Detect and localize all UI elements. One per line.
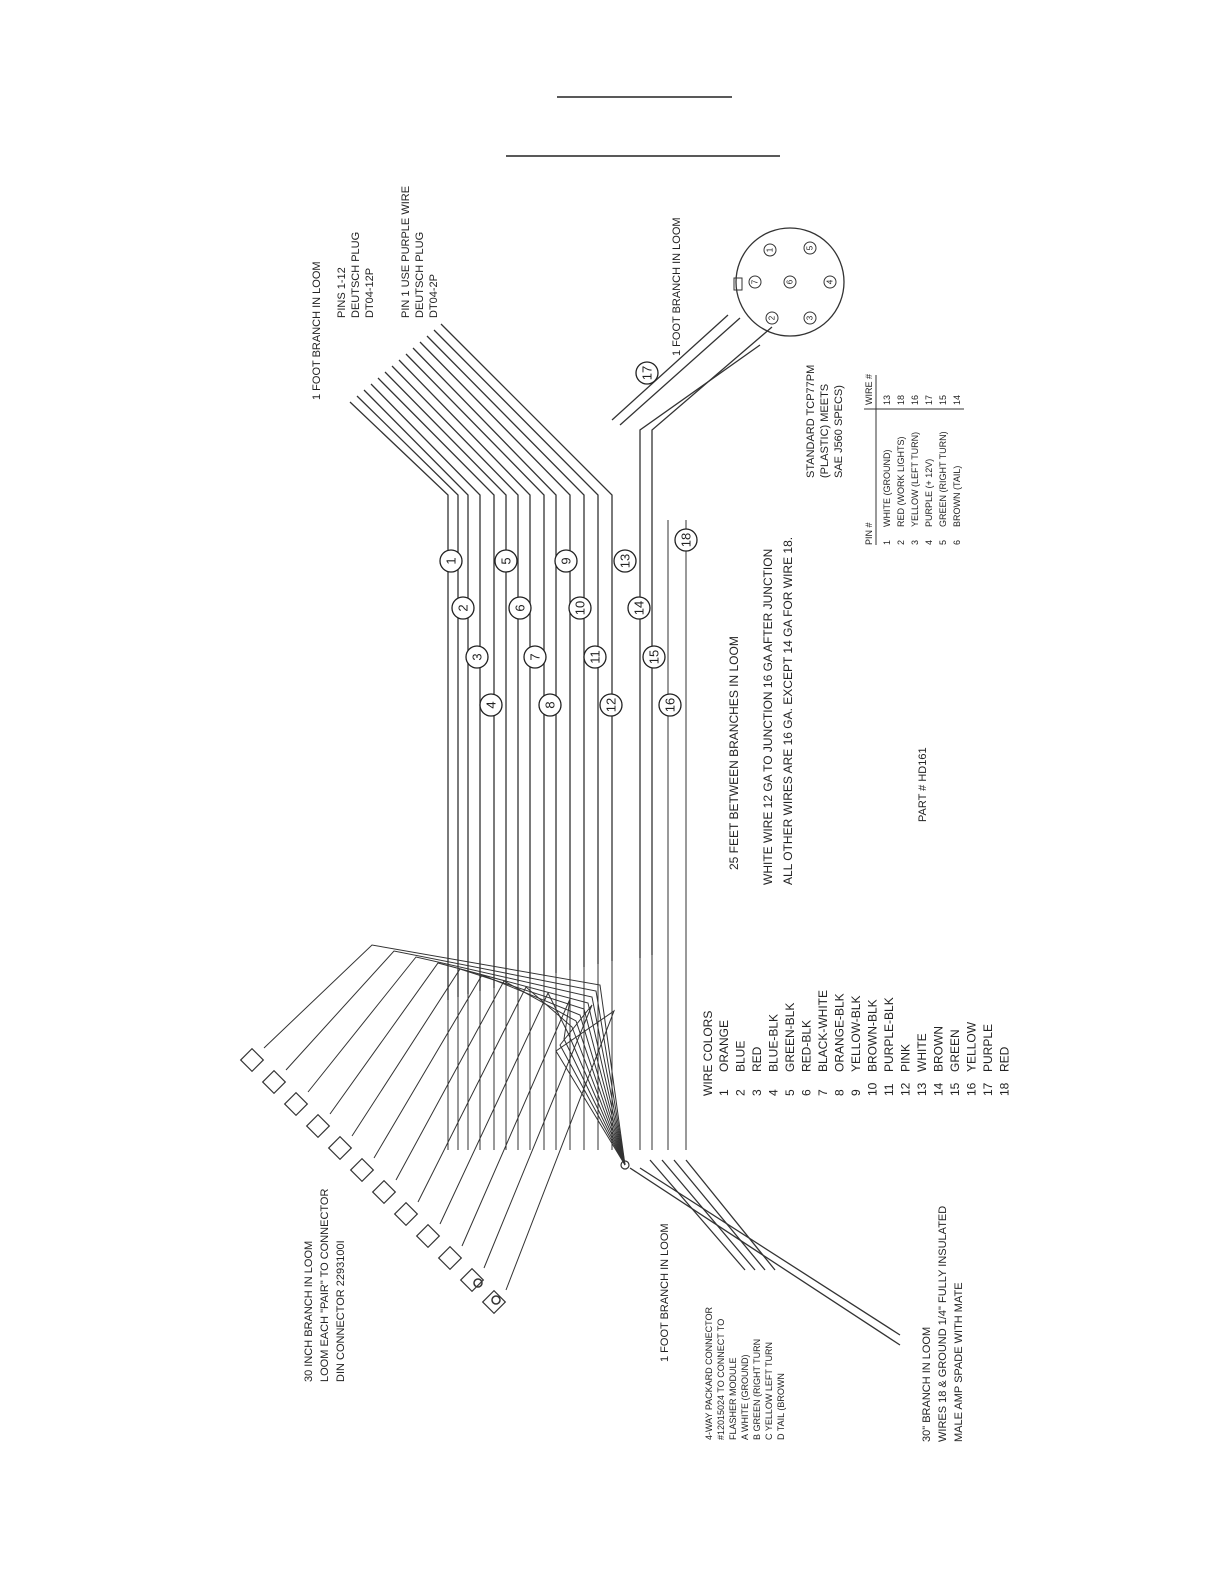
wire-number-text: 7: [527, 653, 543, 661]
wire-color-name: BROWN: [931, 1026, 946, 1072]
wire-number-text: 1: [443, 557, 459, 565]
wire-color-name: ORANGE-BLK: [832, 993, 847, 1072]
wire-number-text: 2: [455, 604, 471, 612]
wire-number-text: 15: [646, 649, 662, 665]
wire-line: [392, 366, 518, 870]
din-connector: [285, 1093, 308, 1116]
wire-color-number: 8: [832, 1089, 847, 1096]
wire-line: [612, 315, 728, 420]
packard-note-line: #12015024 TO CONNECT TO: [716, 1318, 726, 1440]
plug-pin-number: 1: [765, 247, 775, 253]
pin-table-cell: RED (WORK LIGHTS): [896, 436, 906, 527]
wire-number: [659, 694, 681, 716]
pin-table-cell: 13: [882, 394, 892, 405]
pin-table: [864, 374, 964, 545]
wire-color-number: 15: [948, 1082, 962, 1096]
plug-spec-line2: (PLASTIC) MEETS: [819, 383, 831, 478]
wire-number: [539, 694, 561, 716]
din-connector: [241, 1049, 264, 1072]
wire-number: [524, 646, 546, 668]
plug-pin-number: 7: [750, 279, 760, 285]
wire-number-text: 16: [662, 697, 678, 713]
ring-terminal: [492, 1296, 500, 1304]
packard-note-line: 4-WAY PACKARD CONNECTOR: [704, 1306, 714, 1440]
din-connector: [417, 1225, 440, 1248]
wire-line: [662, 1160, 755, 1270]
pin-table-cell: GREEN (RIGHT TURN): [938, 431, 948, 527]
deutsch12-line3: DT04-12P: [364, 267, 376, 318]
connector-lead: [506, 1011, 625, 1290]
pin-table-cell: BROWN (TAIL): [952, 465, 962, 527]
plug-pin-number: 4: [825, 279, 835, 285]
connector-lead: [308, 957, 625, 1165]
pin-table-cell: 2: [896, 539, 906, 545]
wire-color-number: 13: [915, 1082, 929, 1096]
wire-number-text: 14: [631, 600, 647, 616]
center-note-distance: 25 FEET BETWEEN BRANCHES IN LOOM: [727, 636, 741, 870]
pin-table-cell: 17: [924, 394, 934, 405]
connector-lead: [330, 963, 625, 1165]
pin-table-cell: 15: [938, 394, 948, 405]
branch30-bottom-line2: WIRES 18 & GROUND 1/4" FULLY INSULATED: [937, 1205, 949, 1442]
plug-spec-line1: STANDARD TCP77PM: [805, 364, 817, 478]
packard-note-line: B GREEN (RIGHT TURN: [752, 1338, 762, 1440]
wire-color-name: GREEN-BLK: [783, 1002, 797, 1072]
wire-number: [628, 597, 650, 619]
wire-number-text: 9: [558, 557, 574, 565]
wire-number-text: 17: [639, 365, 655, 381]
wire-line: [413, 348, 556, 870]
wire-color-number: 18: [997, 1082, 1012, 1096]
wire-number: [495, 550, 517, 572]
wire-color-name: BLUE-BLK: [766, 1013, 781, 1072]
wire-color-number: 1: [717, 1089, 731, 1096]
wire-number: [584, 646, 606, 668]
wire-line: [371, 384, 480, 870]
center-note-gauge-1: WHITE WIRE 12 GA TO JUNCTION 16 GA AFTER JUNCTION: [761, 548, 775, 885]
pin-table-cell: 4: [924, 539, 934, 545]
wire-color-number: 14: [931, 1082, 946, 1096]
wire-line: [350, 402, 448, 870]
deutsch2-line3: DT04-2P: [428, 273, 440, 318]
packard-note-line: A WHITE (GROUND): [740, 1354, 750, 1440]
din-connector: [329, 1137, 352, 1160]
wire-color-name: GREEN: [948, 1029, 962, 1072]
wire-color-name: BLACK-WHITE: [816, 989, 830, 1072]
wire-color-name: RED: [997, 1046, 1012, 1072]
packard-note-line: FLASHER MODULE: [728, 1357, 738, 1440]
wire-number: [555, 550, 577, 572]
wire-color-number: 3: [750, 1089, 764, 1096]
wire-color-name: PURPLE-BLK: [882, 997, 896, 1072]
trailer-plug: [734, 228, 844, 336]
center-note-gauge-2: ALL OTHER WIRES ARE 16 GA. EXCEPT 14 GA FOR WIRE 18.: [781, 536, 795, 885]
wire-color-name: PINK: [898, 1043, 913, 1072]
connector-lead: [418, 987, 625, 1202]
pin-table-cell: 1: [882, 539, 892, 545]
wire-line: [674, 1160, 765, 1270]
pin-table-cell: 3: [910, 539, 920, 545]
pin-table-header: PIN #: [864, 522, 874, 545]
wire-color-number: 17: [981, 1082, 995, 1096]
plug-pin-number: 6: [785, 279, 795, 285]
wire-color-number: 4: [766, 1089, 781, 1096]
wire-number: [480, 694, 502, 716]
wire-color-number: 6: [799, 1089, 814, 1096]
wire-number: [636, 362, 658, 384]
plug-pin-number: 5: [805, 245, 815, 251]
wire-color-number: 2: [733, 1089, 748, 1096]
din-connector: [395, 1203, 418, 1226]
wire-color-number: 12: [898, 1082, 913, 1096]
deutsch2-line1: PIN 1 USE PURPLE WIRE: [400, 185, 412, 318]
wire-color-name: WHITE: [915, 1033, 929, 1072]
wire-color-number: 16: [964, 1082, 979, 1096]
wire-number: [643, 646, 665, 668]
wire-number: [569, 597, 591, 619]
wire-line: [640, 345, 760, 870]
wire-number-text: 5: [498, 557, 514, 565]
part-number: PART # HD161: [917, 747, 929, 822]
wire-number: [675, 529, 697, 551]
branch-label-top-left: 1 FOOT BRANCH IN LOOM: [311, 261, 323, 400]
branch30-line2: LOOM EACH "PAIR" TO CONNECTOR: [319, 1188, 331, 1382]
wire-line: [357, 396, 458, 870]
din-connector: [351, 1159, 374, 1182]
wire-colors-title: WIRE COLORS: [701, 1010, 715, 1096]
wire-harness: [241, 315, 900, 1345]
din-connector: [483, 1291, 506, 1314]
connector-lead: [374, 975, 625, 1165]
wire-number-text: 8: [542, 701, 558, 709]
wire-number-text: 12: [603, 697, 619, 713]
wire-number-text: 10: [572, 600, 588, 616]
packard-connector-notes: [704, 1306, 786, 1440]
branch30-bottom-line3: MALE AMP SPADE WITH MATE: [953, 1282, 965, 1442]
plug-pin-number: 3: [805, 315, 815, 321]
packard-note-line: D TAIL (BROWN: [776, 1373, 786, 1440]
wire-line: [640, 1168, 900, 1335]
pin-table-header: WIRE #: [864, 373, 874, 405]
branch30-line1: 30 INCH BRANCH IN LOOM: [303, 1240, 315, 1382]
plug-pin-number: 2: [767, 315, 777, 321]
wire-color-number: 5: [783, 1089, 797, 1096]
wire-number: [614, 550, 636, 572]
wire-color-name: BLUE: [733, 1040, 748, 1072]
din-connector: [307, 1115, 330, 1138]
branch30-bottom-line1: 30" BRANCH IN LOOM: [921, 1326, 933, 1442]
branch-label-top-right: 1 FOOT BRANCH IN LOOM: [671, 217, 683, 356]
wire-color-name: RED-BLK: [799, 1019, 814, 1072]
din-connector: [263, 1071, 286, 1094]
pin-table-cell: 14: [952, 394, 962, 405]
wire-number-text: 3: [469, 653, 485, 661]
connector-lead: [286, 951, 625, 1165]
wire-color-name: ORANGE: [717, 1019, 731, 1072]
branch30-line3: DIN CONNECTOR 2293100I: [335, 1240, 347, 1382]
pin-table-cell: 5: [938, 539, 948, 545]
branch-bottom-1ft: 1 FOOT BRANCH IN LOOM: [659, 1223, 671, 1362]
connector-lead: [264, 945, 625, 1165]
wire-number: [600, 694, 622, 716]
wire-color-name: YELLOW-BLK: [849, 995, 863, 1072]
wire-color-name: PURPLE: [981, 1023, 995, 1072]
wire-number-text: 11: [587, 650, 603, 664]
packard-note-line: C YELLOW LEFT TURN: [764, 1341, 774, 1440]
wire-number-text: 6: [512, 604, 528, 612]
wire-number: [452, 597, 474, 619]
din-connector: [373, 1181, 396, 1204]
wire-color-number: 7: [816, 1089, 830, 1096]
wire-color-number: 11: [882, 1083, 896, 1096]
pin-table-cell: PURPLE (+ 12V): [924, 458, 934, 527]
pin-table-cell: 6: [952, 539, 962, 545]
wire-color-number: 10: [865, 1082, 880, 1096]
wire-number-text: 18: [678, 532, 694, 548]
wire-color-name: BROWN-BLK: [865, 999, 880, 1072]
plug-spec-line3: SAE J560 SPECS): [833, 385, 845, 478]
wire-color-number: 9: [849, 1089, 863, 1096]
pin-table-cell: 16: [910, 394, 920, 405]
connector-lead: [484, 1005, 625, 1268]
wire-color-name: RED: [750, 1046, 764, 1072]
deutsch12-line2: DEUTSCH PLUG: [350, 231, 362, 318]
pin-table-cell: YELLOW (LEFT TURN): [910, 431, 920, 527]
deutsch2-line2: DEUTSCH PLUG: [414, 231, 426, 318]
pin-table-cell: 18: [896, 394, 906, 405]
wire-number: [466, 646, 488, 668]
deutsch12-line1: PINS 1-12: [336, 267, 348, 318]
din-connector: [439, 1247, 462, 1270]
wire-number-text: 13: [617, 553, 633, 569]
wire-line: [364, 390, 468, 870]
connector-lead: [396, 981, 625, 1180]
wire-line: [420, 342, 570, 870]
wire-colors-table: [701, 990, 1012, 1096]
wire-number: [440, 550, 462, 572]
wire-number-text: 4: [483, 701, 499, 709]
wire-color-name: YELLOW: [964, 1021, 979, 1072]
pin-table-cell: WHITE (GROUND): [882, 449, 892, 527]
wire-number: [509, 597, 531, 619]
